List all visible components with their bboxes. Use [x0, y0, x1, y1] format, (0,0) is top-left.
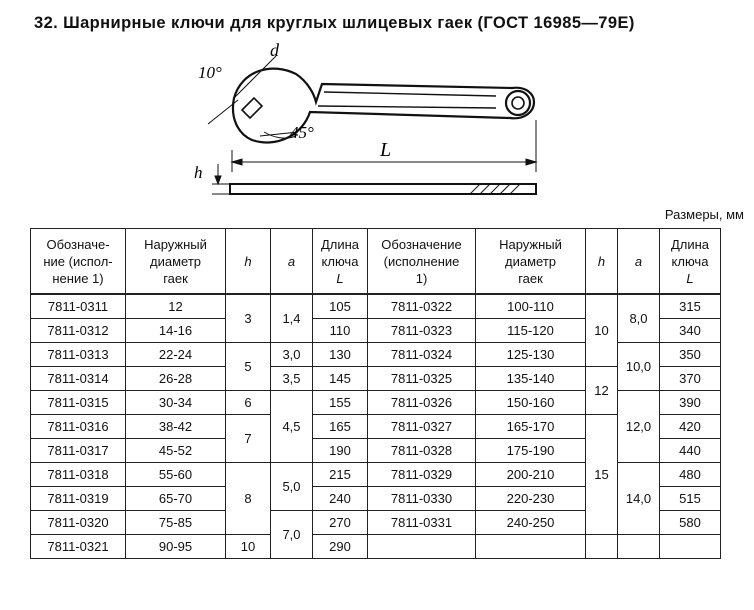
cell-code: 7811-0312 — [31, 319, 126, 343]
table-row — [31, 415, 721, 439]
cell-h: 6 — [226, 391, 271, 415]
wrench-drawing — [190, 40, 550, 205]
cell-diameter: 200-210 — [476, 463, 586, 487]
cell-length: 515 — [660, 487, 721, 511]
cell-diameter: 175-190 — [476, 439, 586, 463]
cell-diameter: 26-28 — [126, 367, 226, 391]
cell-code: 7811-0316 — [31, 415, 126, 439]
cell-a: 3,0 — [271, 343, 313, 367]
cell-diameter: 30-34 — [126, 391, 226, 415]
cell-empty — [368, 535, 476, 559]
cell-a: 10,0 — [618, 343, 660, 391]
cell-diameter: 150-160 — [476, 391, 586, 415]
cell-length: 420 — [660, 415, 721, 439]
cell-code: 7811-0322 — [368, 294, 476, 319]
cell-length: 315 — [660, 294, 721, 319]
table-row — [31, 343, 721, 367]
cell-code: 7811-0326 — [368, 391, 476, 415]
cell-diameter: 75-85 — [126, 511, 226, 535]
table-header-row — [31, 229, 721, 295]
cell-code: 7811-0328 — [368, 439, 476, 463]
cell-length: 480 — [660, 463, 721, 487]
cell-code: 7811-0314 — [31, 367, 126, 391]
dim-d-label: d — [270, 40, 279, 60]
header-length-1: Длина ключа L — [313, 229, 368, 295]
cell-length: 165 — [313, 415, 368, 439]
header-a-2: a — [618, 229, 660, 295]
cell-a: 5,0 — [271, 463, 313, 511]
units-note: Размеры, мм — [664, 207, 744, 222]
header-a-1: a — [271, 229, 313, 295]
cell-empty — [660, 535, 721, 559]
cell-length: 340 — [660, 319, 721, 343]
cell-code: 7811-0313 — [31, 343, 126, 367]
table-row — [31, 535, 721, 559]
header-designation-1: Обозначе- ние (испол- нение 1) — [31, 229, 126, 295]
cell-length: 270 — [313, 511, 368, 535]
cell-diameter: 240-250 — [476, 511, 586, 535]
cell-h: 10 — [226, 535, 271, 559]
dim-h-label: h — [194, 163, 203, 182]
header-designation-2: Обозначение (исполнение 1) — [368, 229, 476, 295]
cell-length: 145 — [313, 367, 368, 391]
cell-code: 7811-0329 — [368, 463, 476, 487]
wrench-side-view — [230, 184, 536, 194]
cell-code: 7811-0319 — [31, 487, 126, 511]
page-title: 32. Шарнирные ключи для круглых шлицевых гаек (ГОСТ 16985—79Е) — [34, 14, 635, 32]
cell-empty — [476, 535, 586, 559]
cell-length: 350 — [660, 343, 721, 367]
cell-diameter: 45-52 — [126, 439, 226, 463]
header-h-1: h — [226, 229, 271, 295]
cell-a: 12,0 — [618, 391, 660, 463]
cell-length: 190 — [313, 439, 368, 463]
header-diameter-1: Наружный диаметр гаек — [126, 229, 226, 295]
cell-length: 155 — [313, 391, 368, 415]
cell-code: 7811-0323 — [368, 319, 476, 343]
table-row — [31, 294, 721, 319]
cell-length: 390 — [660, 391, 721, 415]
cell-diameter: 100-110 — [476, 294, 586, 319]
cell-diameter: 90-95 — [126, 535, 226, 559]
cell-a: 8,0 — [618, 294, 660, 343]
cell-h: 8 — [226, 463, 271, 535]
dim-L-label: L — [380, 139, 392, 161]
header-length-2: Длина ключа L — [660, 229, 721, 295]
spec-table — [30, 228, 721, 559]
cell-code: 7811-0324 — [368, 343, 476, 367]
angle-45-label: 45° — [290, 123, 314, 142]
cell-length: 105 — [313, 294, 368, 319]
cell-code: 7811-0315 — [31, 391, 126, 415]
cell-h: 7 — [226, 415, 271, 463]
cell-a: 7,0 — [271, 511, 313, 559]
cell-code: 7811-0327 — [368, 415, 476, 439]
cell-length: 290 — [313, 535, 368, 559]
cell-diameter: 165-170 — [476, 415, 586, 439]
cell-length: 370 — [660, 367, 721, 391]
cell-h: 15 — [586, 415, 618, 535]
cell-diameter: 22-24 — [126, 343, 226, 367]
cell-diameter: 14-16 — [126, 319, 226, 343]
cell-code: 7811-0331 — [368, 511, 476, 535]
cell-a: 3,5 — [271, 367, 313, 391]
cell-length: 215 — [313, 463, 368, 487]
cell-code: 7811-0321 — [31, 535, 126, 559]
cell-length: 440 — [660, 439, 721, 463]
cell-diameter: 55-60 — [126, 463, 226, 487]
table-row — [31, 391, 721, 415]
wrench-inner-slot — [318, 92, 496, 108]
cell-diameter: 220-230 — [476, 487, 586, 511]
cell-length: 580 — [660, 511, 721, 535]
angle-10-label: 10° — [198, 63, 222, 82]
cell-h: 10 — [586, 294, 618, 367]
cell-h: 12 — [586, 367, 618, 415]
cell-diameter: 135-140 — [476, 367, 586, 391]
cell-length: 130 — [313, 343, 368, 367]
header-h-2: h — [586, 229, 618, 295]
cell-a: 1,4 — [271, 294, 313, 343]
cell-code: 7811-0317 — [31, 439, 126, 463]
header-diameter-2: Наружный диаметр гаек — [476, 229, 586, 295]
cell-h: 5 — [226, 343, 271, 391]
wrench-head-outline — [233, 69, 534, 143]
cell-length: 110 — [313, 319, 368, 343]
hinge-circle — [506, 91, 530, 115]
cell-diameter: 65-70 — [126, 487, 226, 511]
cell-diameter: 125-130 — [476, 343, 586, 367]
cell-diameter: 38-42 — [126, 415, 226, 439]
cell-empty — [618, 535, 660, 559]
cell-code: 7811-0318 — [31, 463, 126, 487]
cell-diameter: 115-120 — [476, 319, 586, 343]
cell-code: 7811-0311 — [31, 294, 126, 319]
cell-h: 3 — [226, 294, 271, 343]
cell-code: 7811-0325 — [368, 367, 476, 391]
table-row — [31, 463, 721, 487]
cell-a: 14,0 — [618, 463, 660, 535]
table-row — [31, 367, 721, 391]
cell-code: 7811-0320 — [31, 511, 126, 535]
cell-empty — [586, 535, 618, 559]
cell-a: 4,5 — [271, 391, 313, 463]
cell-length: 240 — [313, 487, 368, 511]
cell-diameter: 12 — [126, 294, 226, 319]
cell-code: 7811-0330 — [368, 487, 476, 511]
